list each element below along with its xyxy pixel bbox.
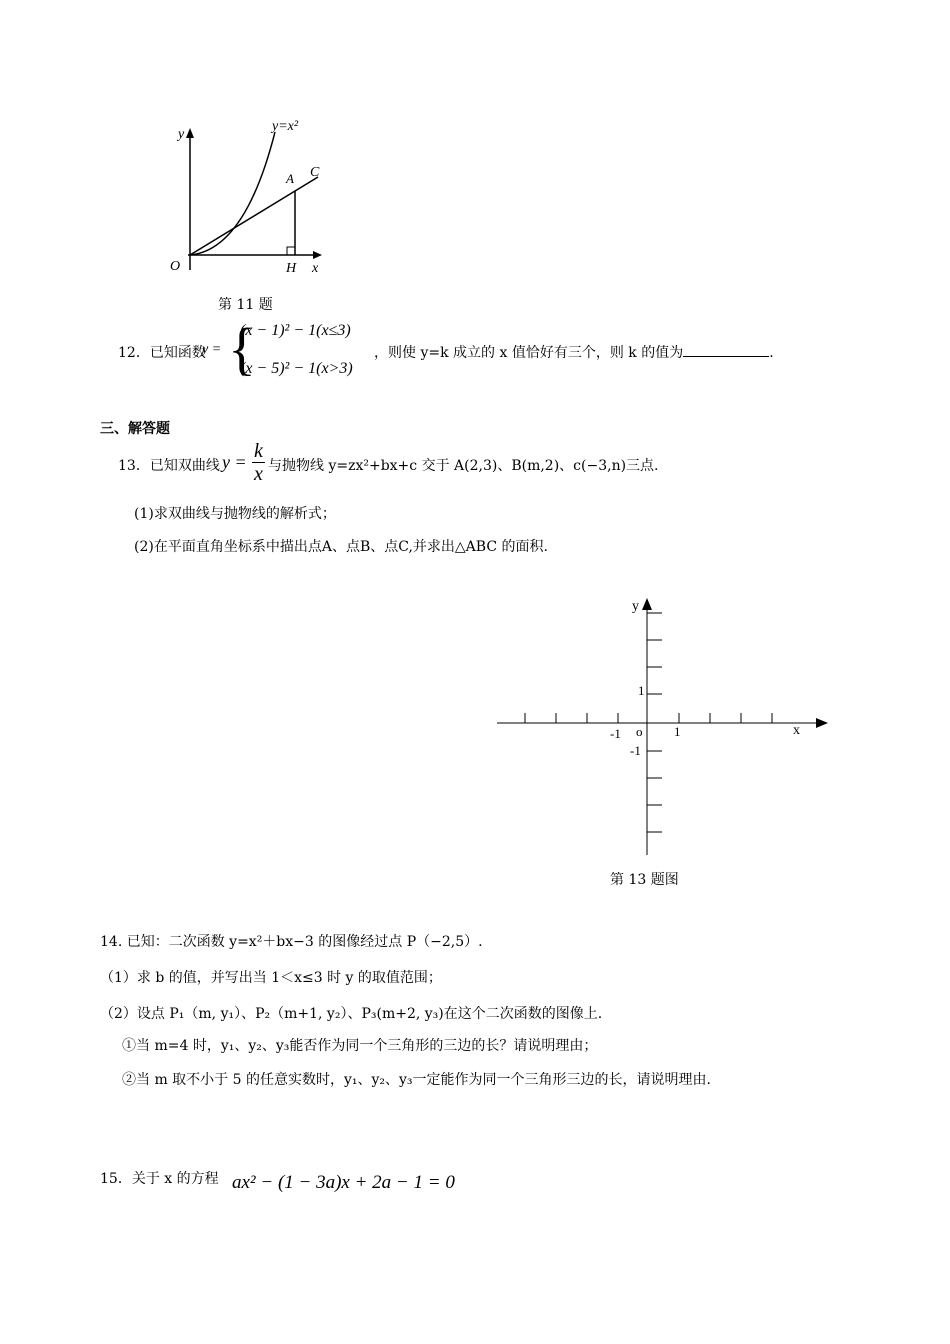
x-arrow-icon — [816, 718, 828, 728]
right-angle-mark — [287, 247, 295, 255]
point-a-label: A — [286, 171, 294, 186]
q12-prefix: 12．已知函数 — [118, 345, 206, 361]
q13-y-eq: y = — [222, 452, 247, 472]
piecewise-brace: { — [228, 316, 256, 381]
x-neg-one-label: -1 — [610, 726, 621, 741]
y-pos-one-label: 1 — [638, 683, 645, 698]
parabola-curve — [190, 132, 275, 255]
q15-equation: ax² − (1 − 3a)x + 2a − 1 = 0 — [232, 1172, 455, 1193]
q14-sub1: ①当 m=4 时，y₁、y₂、y₃能否作为同一个三角形的三边的长？请说明理由； — [122, 1038, 598, 1054]
y-axis-label: y — [632, 599, 639, 614]
q13-suffix: 与抛物线 y=zx²+bx+c 交于 A(2,3)、B(m,2)、c(−3,n)三点. — [268, 458, 659, 474]
y-neg-one-label: -1 — [630, 743, 641, 758]
q14-stem: 14. 已知：二次函数 y=x²＋bx−3 的图像经过点 P（−2,5）. — [100, 934, 483, 950]
y-arrow-icon — [642, 598, 652, 610]
x-pos-one-label: 1 — [674, 724, 681, 739]
q12-y-eq: y = — [202, 342, 222, 357]
x-ticks — [525, 713, 772, 723]
x-axis-label: x — [312, 261, 319, 276]
figure-11 — [150, 110, 350, 280]
q14-part2: （2）设点 P₁（m, y₁）、P₂（m+1, y₂）、P₃(m+2, y₃)在这个二次函数的图像上. — [100, 1006, 603, 1022]
denominator: x — [254, 463, 263, 485]
x-axis-label: x — [793, 723, 800, 738]
origin-label: o — [636, 724, 643, 739]
y-axis-label: y — [178, 127, 185, 142]
q12-end: . — [769, 345, 774, 361]
q13-part1: (1)求双曲线与抛物线的解析式； — [134, 506, 336, 522]
answer-blank[interactable] — [683, 342, 769, 357]
x-arrow-icon — [313, 251, 322, 259]
q12-case-2: (x − 5)² − 1(x>3) — [240, 360, 353, 377]
figure-13-axes — [490, 590, 840, 865]
point-h-label: H — [286, 261, 297, 276]
curve-label: y=x² — [272, 119, 299, 134]
q13-prefix: 13．已知双曲线 — [118, 458, 220, 474]
line-oc — [190, 177, 318, 255]
numerator: k — [254, 440, 263, 462]
q15-prefix: 15．关于 x 的方程 — [100, 1171, 219, 1187]
figure-13-caption: 第 13 题图 — [610, 872, 679, 888]
y-arrow-icon — [186, 128, 194, 138]
q14-sub2: ②当 m 取不小于 5 的任意实数时，y₁、y₂、y₃一定能作为同一个三角形三边的长，请说明理由. — [122, 1072, 711, 1088]
figure-11-caption: 第 11 题 — [218, 297, 273, 313]
q12-case-1: (x − 1)² − 1(x≤3) — [240, 322, 351, 339]
q14-part1: （1）求 b 的值，并写出当 1＜x≤3 时 y 的取值范围； — [100, 970, 442, 986]
origin-label: O — [170, 259, 181, 274]
q13-part2: (2)在平面直角坐标系中描出点A、点B、点C,并求出△ABC 的面积. — [134, 539, 548, 555]
fraction-k-over-x — [252, 440, 265, 485]
section-title: 三、解答题 — [100, 421, 170, 437]
q12-suffix: ，则使 y=k 成立的 x 值恰好有三个，则 k 的值为 — [374, 345, 684, 361]
line-label: C — [310, 165, 320, 180]
q12-suffix-line — [374, 342, 774, 362]
